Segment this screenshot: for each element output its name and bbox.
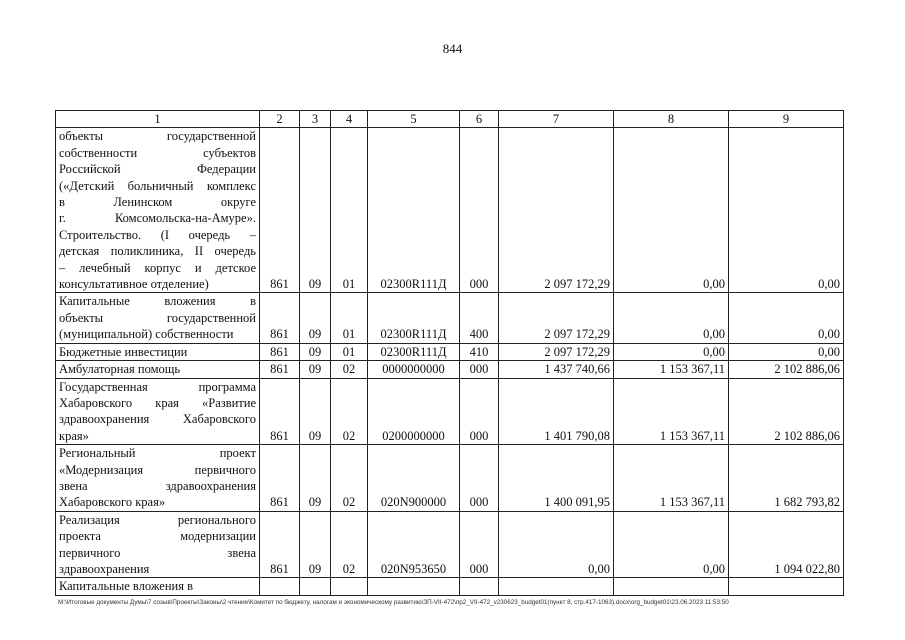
row-name-line: (муниципальной) собственности [59, 327, 234, 342]
row-name-line: первичного звена [59, 545, 256, 560]
amount-col9-cell: 0,00 [729, 128, 844, 293]
expense-type-cell [460, 578, 499, 595]
target-article-cell: 020N900000 [368, 445, 460, 512]
page-number: 844 [442, 41, 463, 56]
section-cell: 09 [300, 293, 331, 343]
kvsr-cell: 861 [260, 343, 300, 360]
kvsr-cell: 861 [260, 378, 300, 445]
amount-col7-cell: 1 437 740,66 [499, 361, 614, 378]
target-article-cell: 02300R111Д [368, 128, 460, 293]
row-name-line: здравоохранения Хабаровского [59, 412, 256, 427]
expense-type-cell: 000 [460, 128, 499, 293]
table-row [56, 578, 844, 595]
amount-col9-cell: 0,00 [729, 343, 844, 360]
amount-col7-cell: 2 097 172,29 [499, 343, 614, 360]
subsection-cell: 02 [331, 445, 368, 512]
subsection-cell: 02 [331, 378, 368, 445]
row-name-line: г. Комсомольска-на-Амуре». [59, 211, 256, 226]
target-article-cell: 0000000000 [368, 361, 460, 378]
row-name-line: «Модернизация первичного [59, 462, 256, 477]
section-cell: 09 [300, 378, 331, 445]
amount-col9-cell: 1 682 793,82 [729, 445, 844, 512]
header-cell: 9 [729, 111, 844, 128]
header-cell: 1 [56, 111, 260, 128]
section-cell: 09 [300, 361, 331, 378]
amount-col8-cell [614, 578, 729, 595]
table-row [56, 445, 844, 512]
subsection-cell: 02 [331, 361, 368, 378]
row-name-cell [56, 343, 260, 360]
row-name-line: объекты государственной [59, 310, 256, 325]
amount-col8-cell: 1 153 367,11 [614, 445, 729, 512]
amount-col7-cell: 1 401 790,08 [499, 378, 614, 445]
amount-col7-cell [499, 578, 614, 595]
header-cell: 2 [260, 111, 300, 128]
target-article-cell [368, 578, 460, 595]
table-row [56, 293, 844, 343]
target-article-cell: 0200000000 [368, 378, 460, 445]
expense-type-cell: 400 [460, 293, 499, 343]
section-cell: 09 [300, 128, 331, 293]
row-name-line: края» [59, 428, 89, 443]
row-name-line: Хабаровского края» [59, 495, 166, 510]
budget-table [55, 110, 844, 596]
row-name-cell [56, 511, 260, 578]
header-cell: 6 [460, 111, 499, 128]
subsection-cell: 01 [331, 128, 368, 293]
row-name-line: звена здравоохранения [59, 478, 256, 493]
header-cell: 8 [614, 111, 729, 128]
section-cell: 09 [300, 445, 331, 512]
header-cell: 7 [499, 111, 614, 128]
amount-col9-cell: 2 102 886,06 [729, 378, 844, 445]
amount-col8-cell: 0,00 [614, 293, 729, 343]
row-name-cell [56, 128, 260, 293]
table-row [56, 378, 844, 445]
document-path-footer: М:\Итоговые документы Думы\7 созыв\Проекты\Законы\2 чтение\Комитет по бюджету, налогам и экономическому развитию\ЗП-VII-472\пр2_VII-472_v230623_budget01(пункт 8, стр.417-1063).docx\org_budget01\23.06.2023 11:53:50 [58, 599, 729, 606]
subsection-cell: 02 [331, 511, 368, 578]
row-name-line: здравоохранения [59, 561, 150, 576]
row-name-line: Государственная программа [59, 379, 256, 394]
header-row [56, 111, 844, 128]
target-article-cell: 02300R111Д [368, 293, 460, 343]
header-cell: 4 [331, 111, 368, 128]
row-name-line: Капитальные вложения в [59, 294, 256, 309]
expense-type-cell: 000 [460, 378, 499, 445]
row-name-cell [56, 578, 260, 595]
row-name-cell [56, 378, 260, 445]
kvsr-cell: 861 [260, 511, 300, 578]
amount-col8-cell: 0,00 [614, 343, 729, 360]
table-row [56, 511, 844, 578]
table-row [56, 343, 844, 360]
target-article-cell: 02300R111Д [368, 343, 460, 360]
row-name-line: консультативное отделение) [59, 277, 209, 292]
amount-col9-cell [729, 578, 844, 595]
subsection-cell [331, 578, 368, 595]
expense-type-cell: 000 [460, 511, 499, 578]
kvsr-cell: 861 [260, 293, 300, 343]
amount-col8-cell: 1 153 367,11 [614, 361, 729, 378]
row-name-line: – лечебный корпус и детское [59, 260, 256, 275]
row-name-line: в Ленинском округе [59, 195, 256, 210]
row-name-line: Хабаровского края «Развитие [59, 395, 256, 410]
row-name-line: объекты государственной [59, 129, 256, 144]
row-name-line: детская поликлиника, II очередь [59, 244, 256, 259]
kvsr-cell: 861 [260, 128, 300, 293]
expense-type-cell: 000 [460, 361, 499, 378]
row-name-line: Капитальные вложения в [59, 579, 193, 594]
row-name-line: проекта модернизации [59, 529, 256, 544]
row-name-line: («Детский больничный комплекс [59, 178, 256, 193]
row-name-line: собственности субъектов [59, 145, 256, 160]
amount-col7-cell: 2 097 172,29 [499, 128, 614, 293]
header-cell: 5 [368, 111, 460, 128]
kvsr-cell: 861 [260, 445, 300, 512]
expense-type-cell: 000 [460, 445, 499, 512]
section-cell [300, 578, 331, 595]
amount-col8-cell: 0,00 [614, 511, 729, 578]
row-name-line: Региональный проект [59, 446, 256, 461]
row-name-line: Российской Федерации [59, 162, 256, 177]
amount-col7-cell: 0,00 [499, 511, 614, 578]
kvsr-cell: 861 [260, 361, 300, 378]
header-cell: 3 [300, 111, 331, 128]
subsection-cell: 01 [331, 293, 368, 343]
row-name-cell [56, 361, 260, 378]
amount-col7-cell: 1 400 091,95 [499, 445, 614, 512]
subsection-cell: 01 [331, 343, 368, 360]
table-row [56, 128, 844, 293]
target-article-cell: 020N953650 [368, 511, 460, 578]
row-name-line: Бюджетные инвестиции [59, 344, 188, 359]
section-cell: 09 [300, 511, 331, 578]
amount-col9-cell: 1 094 022,80 [729, 511, 844, 578]
table-row [56, 361, 844, 378]
row-name-line: Строительство. (I очередь – [59, 227, 256, 242]
expense-type-cell: 410 [460, 343, 499, 360]
row-name-cell [56, 293, 260, 343]
row-name-line: Амбулаторная помощь [59, 362, 181, 377]
amount-col8-cell: 1 153 367,11 [614, 378, 729, 445]
section-cell: 09 [300, 343, 331, 360]
amount-col9-cell: 2 102 886,06 [729, 361, 844, 378]
kvsr-cell [260, 578, 300, 595]
amount-col9-cell: 0,00 [729, 293, 844, 343]
row-name-line: Реализация регионального [59, 512, 256, 527]
amount-col8-cell: 0,00 [614, 128, 729, 293]
amount-col7-cell: 2 097 172,29 [499, 293, 614, 343]
row-name-cell [56, 445, 260, 512]
